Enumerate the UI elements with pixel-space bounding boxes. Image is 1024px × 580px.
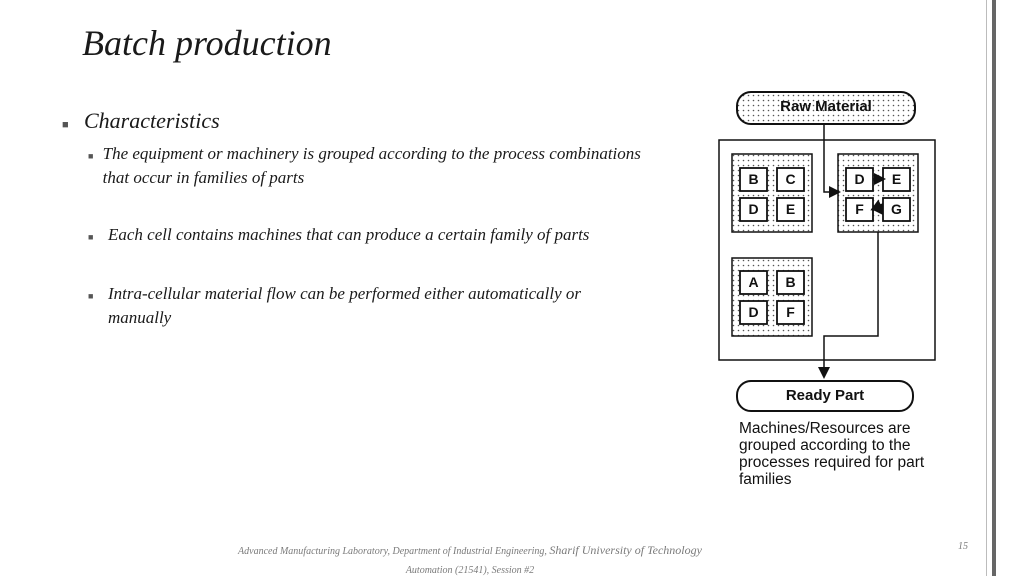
decorative-divider — [986, 0, 987, 576]
machine-label: B — [785, 274, 796, 290]
square-bullet-icon: ■ — [88, 232, 94, 242]
decorative-border — [992, 0, 996, 576]
machine-label: E — [891, 171, 902, 187]
heading-text: Characteristics — [84, 108, 220, 133]
bullet-list — [62, 108, 647, 363]
bullet-text: Each cell contains machines that can produce a certain family of parts — [108, 225, 590, 244]
machine-label: A — [748, 274, 759, 290]
machine-label: F — [855, 201, 864, 217]
machine-label: D — [748, 304, 759, 320]
bullet-point — [88, 142, 647, 190]
bullet-text: Intra-cellular material flow can be performed either automatically or manually — [107, 284, 582, 327]
machine-label: G — [891, 201, 902, 217]
footer-line-1 — [190, 541, 750, 561]
bullet-point — [88, 282, 647, 330]
page-number: 15 — [958, 541, 968, 552]
machine-label: D — [748, 201, 759, 217]
square-bullet-icon: ■ — [88, 291, 94, 301]
footer-line-2: Automation (21541), Session #2 — [405, 565, 535, 576]
slide-title: Batch production — [82, 23, 332, 63]
footer — [190, 541, 750, 580]
machine-label: E — [785, 201, 796, 217]
diagram-caption: Machines/Resources are grouped according to the processes required for part families — [739, 420, 925, 488]
cellular-layout-diagram — [716, 88, 940, 508]
bullet-text: The equipment or machinery is grouped according to the process combinations that occur in families of parts — [102, 144, 641, 187]
bullet-point — [88, 223, 647, 249]
ready-part-label: Ready Part — [785, 387, 865, 404]
machine-label: F — [786, 304, 795, 320]
square-bullet-icon: ■ — [88, 151, 94, 161]
footer-university: Sharif University of Technology — [549, 543, 702, 557]
machine-label: B — [748, 171, 759, 187]
bullet-heading — [62, 108, 647, 134]
square-bullet-icon: ■ — [62, 119, 69, 131]
machine-label: D — [854, 171, 865, 187]
raw-material-label: Raw Material — [780, 98, 872, 115]
machine-label: C — [785, 171, 796, 187]
footer-lab: Advanced Manufacturing Laboratory, Department of Industrial Engineering, — [238, 546, 550, 557]
